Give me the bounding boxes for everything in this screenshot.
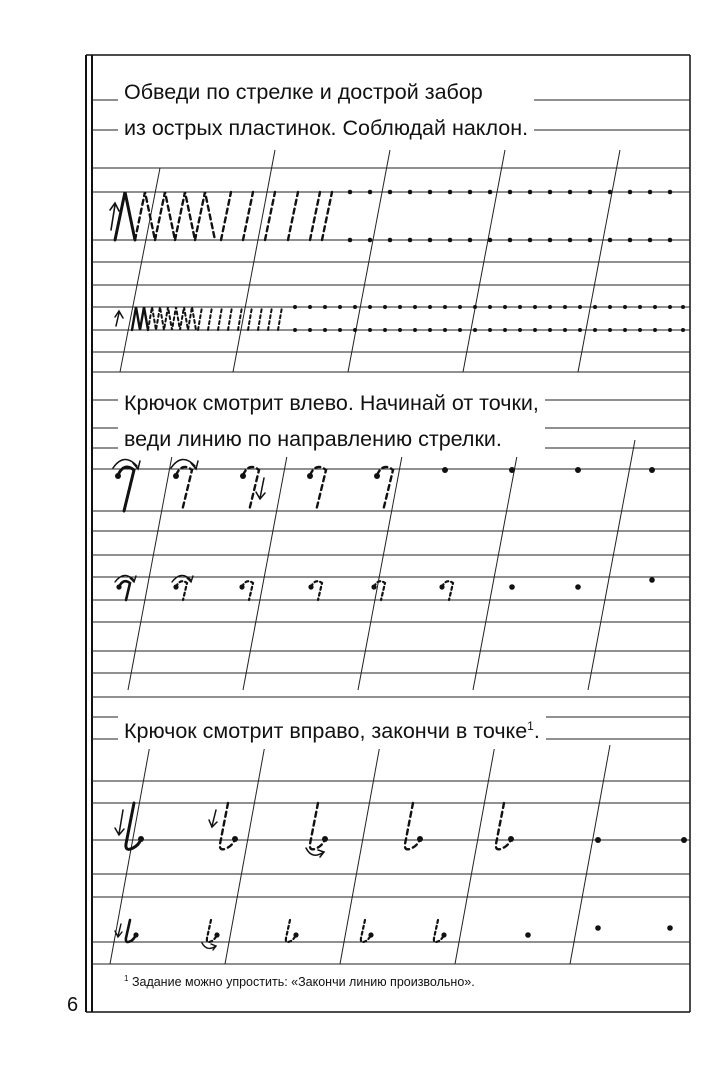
- task-1-text: Обведи по стрелке и дострой забор из острых пластинок. Соблюдай наклон.: [124, 80, 529, 140]
- task-2-text: Крючок смотрит влево. Начинай от точки, веди линию по направлению стрелки.: [124, 391, 539, 451]
- dot-guide-row-2: [293, 305, 685, 332]
- right-hook-row-small: [115, 920, 447, 950]
- right-hook-end-dots-small: [525, 925, 673, 938]
- dot-guide-row-1: [348, 190, 673, 243]
- fence-row-small: [115, 307, 282, 330]
- task-3-text: Крючок смотрит вправо, закончи в точке: [124, 719, 528, 744]
- ruled-lines: [92, 100, 690, 964]
- right-hook-row-large: [115, 803, 514, 857]
- fence-row-large: [110, 192, 332, 240]
- task-1-instruction: [118, 74, 534, 146]
- left-hook-start-dots-small: [509, 577, 655, 590]
- left-hook-start-dots-large: [442, 467, 655, 473]
- left-hook-row-small: [115, 575, 453, 600]
- left-hook-row-large: [113, 459, 393, 511]
- task-3-instruction: Крючок смотрит вправо, закончи в точке$^1$.: [118, 708, 546, 749]
- task-3-footnote-mark: 1: [527, 719, 534, 733]
- task-2-instruction: [118, 385, 545, 457]
- footnote: [124, 974, 475, 989]
- page-number: 6: [67, 994, 79, 1016]
- footnote-mark: 1: [124, 974, 129, 983]
- page-frame: [86, 55, 690, 1012]
- footnote-text: Задание можно упростить: «Закончи линию произвольно».: [131, 975, 475, 990]
- slant-guide-lines: [110, 150, 635, 964]
